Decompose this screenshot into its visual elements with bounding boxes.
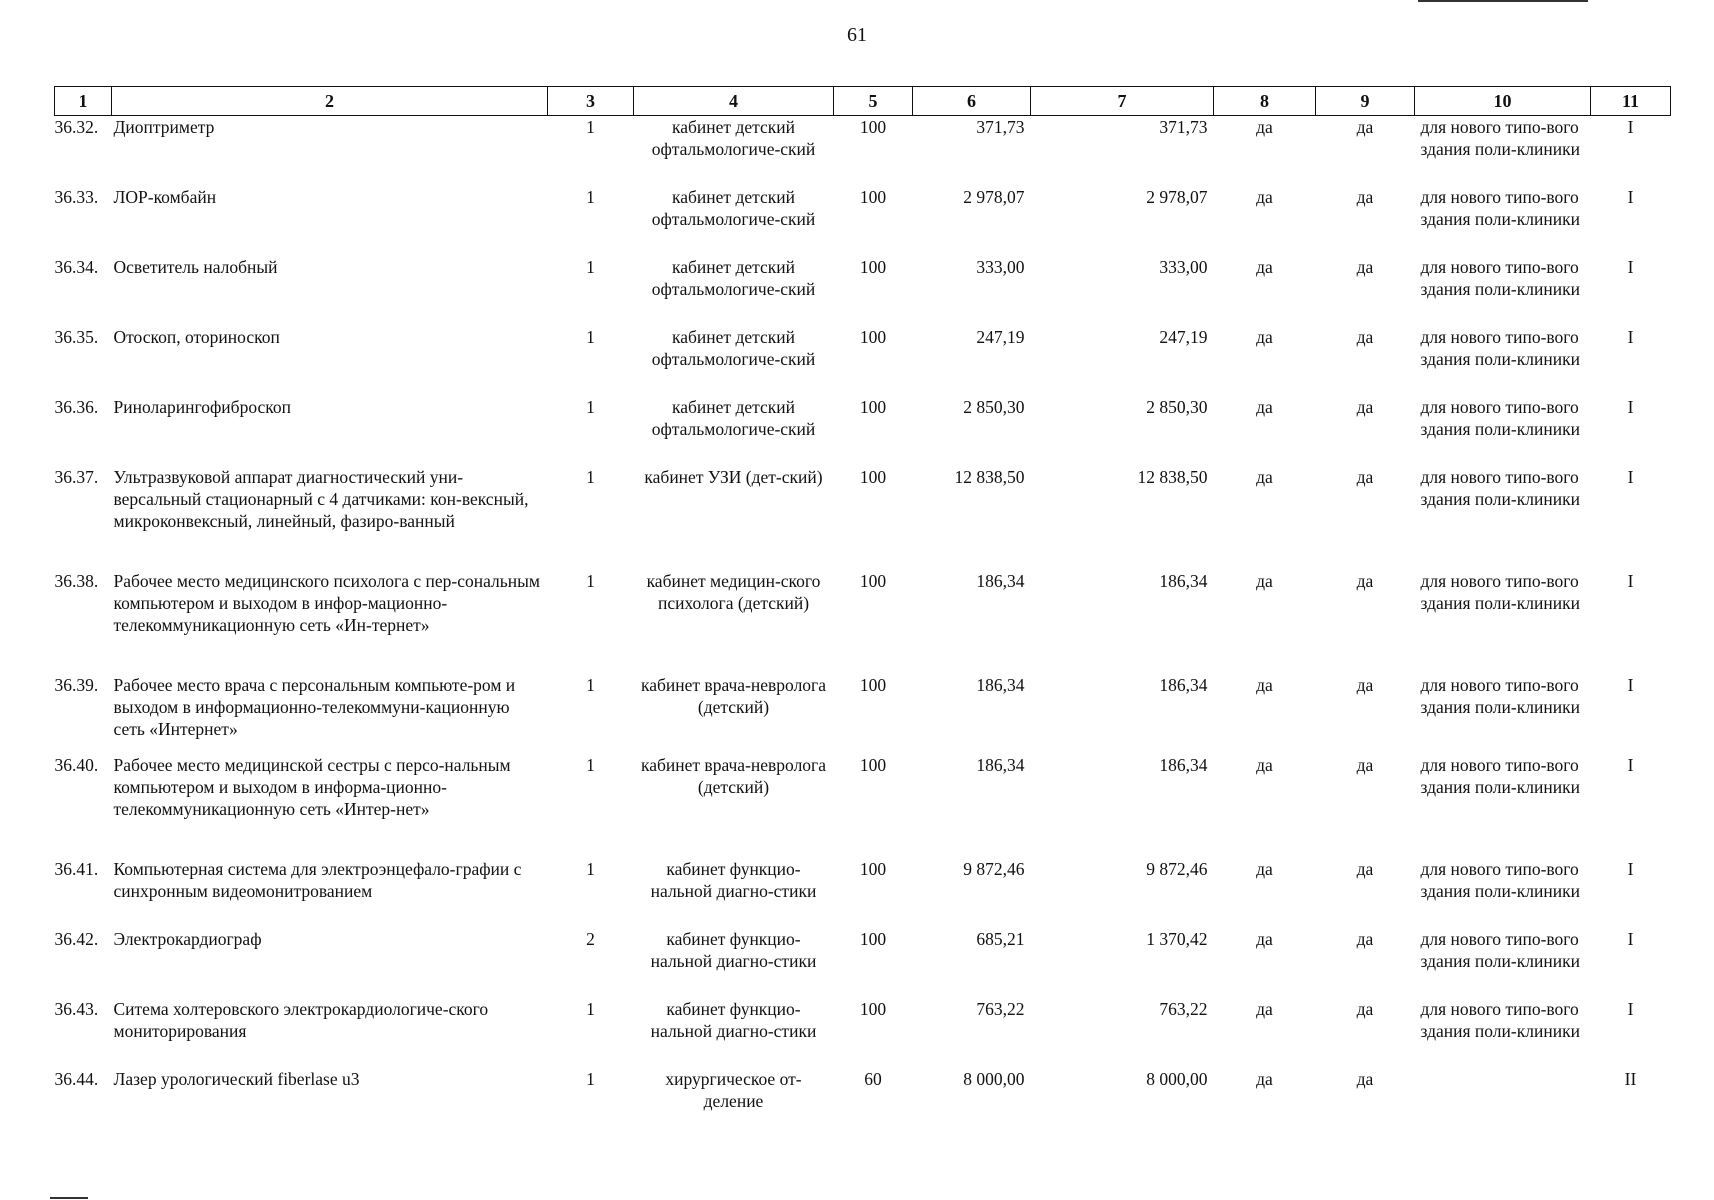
item-col8: да	[1256, 326, 1273, 347]
item-percent: 100	[859, 858, 887, 879]
item-quantity: 1	[586, 396, 595, 417]
item-category: I	[1627, 858, 1634, 879]
item-category: I	[1627, 466, 1634, 487]
item-room: кабинет детский офтальмологиче-ский	[651, 186, 816, 229]
item-col8: да	[1256, 117, 1273, 137]
item-percent: 100	[859, 928, 887, 949]
item-note: для нового типо-вого здания поли-клиники	[1420, 570, 1580, 613]
item-number: 36.37.	[54, 466, 99, 487]
item-col9: да	[1356, 1068, 1374, 1089]
item-note: для нового типо-вого здания поли-клиники	[1420, 256, 1580, 299]
item-price: 2 850,30	[963, 396, 1025, 417]
item-col9: да	[1356, 256, 1374, 277]
item-col9: да	[1356, 326, 1374, 347]
item-percent: 100	[859, 256, 887, 277]
item-room: кабинет детский офтальмологиче-ский	[651, 256, 816, 299]
item-percent: 100	[859, 326, 887, 347]
item-note: для нового типо-вого здания поли-клиники	[1420, 117, 1580, 159]
page-number: 61	[847, 24, 867, 46]
item-price: 333,00	[976, 256, 1025, 277]
item-col9: да	[1356, 570, 1374, 591]
item-col8: да	[1256, 1068, 1273, 1089]
item-quantity: 1	[586, 1068, 595, 1089]
item-name: Ультразвуковой аппарат диагностический уни-версальный стационарный с 4 датчиками: кон-вексный, микроконвексный, линейный, фазиро-ванный	[113, 466, 529, 531]
item-col8: да	[1256, 998, 1273, 1019]
item-category: II	[1624, 1068, 1637, 1089]
item-room: хирургическое от-деление	[665, 1068, 802, 1111]
item-total: 247,19	[1159, 326, 1208, 347]
item-quantity: 2	[586, 928, 595, 949]
item-name: Рабочее место врача с персональным компьюте-ром и выходом в информационно-телекоммуни-кационную сеть «Интернет»	[113, 674, 516, 739]
item-category: I	[1627, 396, 1634, 417]
item-category: I	[1627, 674, 1634, 695]
header-row	[55, 87, 1671, 116]
table-row	[55, 674, 1671, 754]
column-header: 11	[1591, 87, 1671, 116]
item-room: кабинет детский офтальмологиче-ский	[651, 326, 816, 369]
item-room: кабинет функцио-нальной диагно-стики	[650, 998, 817, 1041]
item-name: Компьютерная система для электроэнцефало-графии с синхронным видеомонитрованием	[113, 858, 522, 901]
item-name: Диоптриметр	[113, 117, 215, 137]
table-row	[55, 754, 1671, 858]
item-number: 36.34.	[54, 256, 99, 277]
item-room: кабинет функцио-нальной диагно-стики	[650, 858, 817, 901]
item-room: кабинет детский офтальмологиче-ский	[651, 396, 816, 439]
item-percent: 60	[864, 1068, 882, 1089]
item-category: I	[1627, 998, 1634, 1019]
item-room: кабинет врача-невролога (детский)	[641, 674, 826, 717]
item-room: кабинет детский офтальмологиче-ский	[651, 117, 816, 159]
item-price: 247,19	[976, 326, 1025, 347]
item-quantity: 1	[586, 117, 595, 137]
item-number: 36.44.	[54, 1068, 99, 1089]
column-header: 2	[112, 87, 548, 116]
item-quantity: 1	[586, 998, 595, 1019]
item-percent: 100	[859, 396, 887, 417]
item-percent: 100	[859, 754, 887, 775]
item-note	[1415, 1068, 1591, 1118]
table-row	[55, 186, 1671, 256]
item-number: 36.40.	[54, 754, 99, 775]
column-header: 8	[1214, 87, 1316, 116]
document-table	[54, 86, 1671, 1118]
item-number: 36.32.	[54, 117, 99, 137]
item-col8: да	[1256, 396, 1273, 417]
item-total: 8 000,00	[1146, 1068, 1208, 1089]
item-note: для нового типо-вого здания поли-клиники	[1420, 186, 1580, 229]
item-price: 186,34	[976, 674, 1025, 695]
table-row	[55, 570, 1671, 674]
table-row	[55, 466, 1671, 570]
item-room: кабинет УЗИ (дет-ский)	[644, 466, 823, 487]
item-col9: да	[1356, 998, 1374, 1019]
item-total: 12 838,50	[1137, 466, 1208, 487]
item-price: 763,22	[976, 998, 1025, 1019]
item-quantity: 1	[586, 256, 595, 277]
item-number: 36.42.	[54, 928, 99, 949]
item-category: I	[1627, 186, 1634, 207]
item-note: для нового типо-вого здания поли-клиники	[1420, 858, 1580, 901]
item-category: I	[1627, 326, 1634, 347]
table-row	[55, 928, 1671, 998]
item-col9: да	[1356, 674, 1374, 695]
item-total: 186,34	[1159, 570, 1208, 591]
item-percent: 100	[859, 186, 887, 207]
item-category: I	[1627, 117, 1634, 137]
item-price: 371,73	[976, 117, 1025, 137]
item-total: 371,73	[1159, 117, 1208, 137]
column-header: 10	[1415, 87, 1591, 116]
item-name: Рабочее место медицинской сестры с персо-нальным компьютером и выходом в информа-ционно-телекоммуникационную сеть «Интер-нет»	[113, 754, 511, 819]
table-row	[55, 396, 1671, 466]
column-header: 1	[55, 87, 112, 116]
item-room: кабинет врача-невролога (детский)	[641, 754, 826, 797]
item-total: 333,00	[1159, 256, 1208, 277]
item-col8: да	[1256, 466, 1273, 487]
item-total: 1 370,42	[1146, 928, 1208, 949]
item-percent: 100	[859, 998, 887, 1019]
item-room: кабинет функцио-нальной диагно-стики	[650, 928, 817, 971]
item-price: 9 872,46	[963, 858, 1025, 879]
column-header: 5	[834, 87, 913, 116]
item-col9: да	[1356, 396, 1374, 417]
item-quantity: 1	[586, 674, 595, 695]
item-col8: да	[1256, 754, 1273, 775]
item-number: 36.33.	[54, 186, 99, 207]
item-quantity: 1	[586, 754, 595, 775]
item-quantity: 1	[586, 186, 595, 207]
item-quantity: 1	[586, 858, 595, 879]
item-name: Электрокардиограф	[113, 928, 262, 949]
item-note: для нового типо-вого здания поли-клиники	[1420, 396, 1580, 439]
item-name: Осветитель налобный	[113, 256, 278, 277]
item-note: для нового типо-вого здания поли-клиники	[1420, 466, 1580, 509]
item-note: для нового типо-вого здания поли-клиники	[1420, 674, 1580, 717]
item-note: для нового типо-вого здания поли-клиники	[1420, 754, 1580, 797]
item-category: I	[1627, 754, 1634, 775]
item-number: 36.36.	[54, 396, 99, 417]
item-total: 2 978,07	[1146, 186, 1208, 207]
item-col9: да	[1356, 858, 1374, 879]
item-price: 2 978,07	[963, 186, 1025, 207]
item-name: Рабочее место медицинского психолога с пер-сональным компьютером и выходом в инфор-мационно-телекоммуникационную сеть «Ин-тернет»	[113, 570, 540, 635]
item-price: 685,21	[976, 928, 1025, 949]
item-number: 36.43.	[54, 998, 99, 1019]
item-note: для нового типо-вого здания поли-клиники	[1420, 928, 1580, 971]
table-row	[55, 998, 1671, 1068]
item-total: 186,34	[1159, 754, 1208, 775]
bottom-rule	[50, 1197, 88, 1199]
item-col9: да	[1356, 754, 1374, 775]
table-row	[55, 326, 1671, 396]
column-header: 6	[913, 87, 1031, 116]
item-col8: да	[1256, 674, 1273, 695]
item-col9: да	[1356, 466, 1374, 487]
item-col8: да	[1256, 570, 1273, 591]
item-room: кабинет медицин-ского психолога (детский)	[646, 570, 821, 613]
item-name: Отоскоп, оториноскоп	[113, 326, 280, 347]
item-note: для нового типо-вого здания поли-клиники	[1420, 326, 1580, 369]
item-total: 9 872,46	[1146, 858, 1208, 879]
item-percent: 100	[859, 674, 887, 695]
table-row	[55, 858, 1671, 928]
column-header: 7	[1031, 87, 1214, 116]
column-header: 9	[1316, 87, 1415, 116]
item-col9: да	[1356, 928, 1374, 949]
table-row	[55, 1068, 1671, 1118]
item-price: 8 000,00	[963, 1068, 1025, 1089]
item-col9: да	[1356, 117, 1374, 137]
table-row	[55, 256, 1671, 326]
item-col8: да	[1256, 858, 1273, 879]
item-percent: 100	[859, 117, 887, 137]
column-header: 4	[634, 87, 834, 116]
item-quantity: 1	[586, 466, 595, 487]
item-number: 36.38.	[54, 570, 99, 591]
item-total: 2 850,30	[1146, 396, 1208, 417]
item-total: 186,34	[1159, 674, 1208, 695]
item-col9: да	[1356, 186, 1374, 207]
item-name: Риноларингофиброскоп	[113, 396, 291, 417]
item-col8: да	[1256, 256, 1273, 277]
item-name: Лазер урологический fiberlase u3	[113, 1068, 360, 1089]
item-name: Ситема холтеровского электрокардиологиче-ского мониторирования	[113, 998, 489, 1041]
item-number: 36.39.	[54, 674, 99, 695]
top-rule	[1418, 0, 1588, 2]
item-category: I	[1627, 570, 1634, 591]
item-price: 186,34	[976, 754, 1025, 775]
item-quantity: 1	[586, 326, 595, 347]
item-note: для нового типо-вого здания поли-клиники	[1420, 998, 1580, 1041]
item-category: I	[1627, 256, 1634, 277]
item-col8: да	[1256, 186, 1273, 207]
item-quantity: 1	[586, 570, 595, 591]
item-total: 763,22	[1159, 998, 1208, 1019]
item-category: I	[1627, 928, 1634, 949]
item-percent: 100	[859, 466, 887, 487]
item-col8: да	[1256, 928, 1273, 949]
item-name: ЛОР-комбайн	[113, 186, 217, 207]
table-row	[55, 116, 1671, 186]
item-number: 36.35.	[54, 326, 99, 347]
column-header: 3	[548, 87, 634, 116]
item-price: 12 838,50	[954, 466, 1025, 487]
item-percent: 100	[859, 570, 887, 591]
item-number: 36.41.	[54, 858, 99, 879]
item-price: 186,34	[976, 570, 1025, 591]
